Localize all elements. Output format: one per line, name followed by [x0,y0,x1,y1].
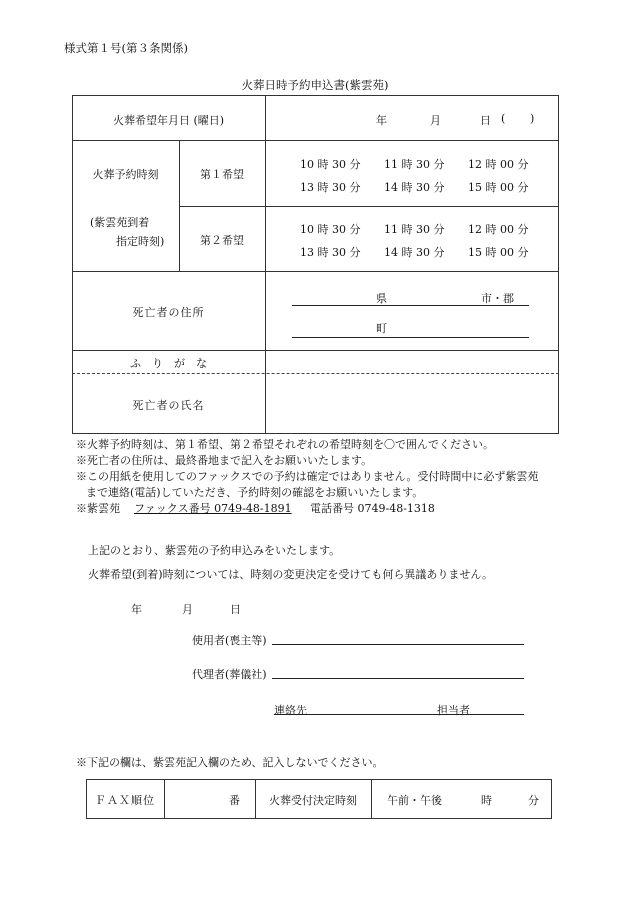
form-number: 様式第１号(第３条関係) [64,41,188,55]
contact-field[interactable] [274,714,524,715]
time-label: 火葬予約時刻 [92,168,159,181]
minute-label: 分 [528,794,539,807]
furigana-field[interactable] [266,351,558,372]
weekday-close-paren: ) [530,112,535,125]
agent-label: 代理者(葬儀社) [192,668,267,681]
month-unit: 月 [430,114,441,127]
contact-prefix: ※紫雲苑 [76,502,120,515]
note-3b: まで連絡(電話)していただき、予約時刻の確認をお願いいたします。 [86,486,424,499]
choice1-time-option[interactable]: 15 時 00 分 [468,181,529,194]
choice1-time-option[interactable]: 11 時 30 分 [384,158,445,171]
person-label: 担当者 [437,704,470,717]
user-field[interactable] [272,644,524,645]
furigana-label: ふ り が な [130,357,207,370]
choice2-time-option[interactable]: 12 時 00 分 [468,223,529,236]
office-use-note: ※下記の欄は、紫雲苑記入欄のため、記入しないでください。 [76,756,384,769]
choice1-time-option[interactable]: 10 時 30 分 [300,158,361,171]
sig-day-unit: 日 [230,603,241,616]
number-suffix: 番 [229,794,240,807]
arrival-label-2: 指定時刻) [116,235,165,248]
statement-line-2: 火葬希望(到着)時刻については、時刻の変更決定を受けても何ら異議ありません。 [88,568,494,581]
note-3a: ※この用紙を使用してのファックスでの予約は確定ではありません。受付時間中に必ず紫雲苑 [76,470,539,483]
address-line-1 [292,305,529,306]
choice2-time-option[interactable]: 14 時 30 分 [384,246,445,259]
choice1-time-option[interactable]: 14 時 30 分 [384,181,445,194]
sig-month-unit: 月 [182,603,193,616]
choice2-time-option[interactable]: 15 時 00 分 [468,246,529,259]
name-label: 死亡者の氏名 [132,399,205,412]
agent-field[interactable] [272,678,524,679]
address-line-2 [292,337,529,338]
name-field[interactable] [266,375,558,433]
address-label: 死亡者の住所 [132,306,205,319]
note-2: ※死亡者の住所は、最終番地まで記入をお願いいたします。 [76,454,373,467]
phone-number: 電話番号 0749-48-1318 [310,502,435,515]
choice1-label: 第１希望 [200,168,244,181]
choice1-time-option[interactable]: 12 時 00 分 [468,158,529,171]
form-title: 火葬日時予約申込書(紫雲苑) [241,78,389,92]
weekday-open-paren: ( [501,112,506,125]
hour-label: 時 [481,794,492,807]
choice2-time-option[interactable]: 10 時 30 分 [300,223,361,236]
choice2-label: 第２希望 [200,234,244,247]
statement-line-1: 上記のとおり、紫雲苑の予約申込みをいたします。 [88,544,341,557]
date-label: 火葬希望年月日 (曜日) [112,114,225,127]
user-label: 使用者(喪主等) [192,634,267,647]
choice1-time-option[interactable]: 13 時 30 分 [300,181,361,194]
contact-label: 連絡先 [274,704,307,717]
decision-time-label: 火葬受付決定時刻 [269,794,357,807]
choice2-time-option[interactable]: 13 時 30 分 [300,246,361,259]
arrival-label-1: (紫雲苑到着 [90,216,150,229]
year-unit: 年 [376,114,387,127]
town-unit: 町 [376,322,387,335]
sig-year-unit: 年 [131,603,142,616]
fax-number: ファックス番号 0749-48-1891 [134,502,292,515]
day-unit: 日 [480,114,491,127]
city-unit: 市・郡 [481,292,514,305]
choice2-time-option[interactable]: 11 時 30 分 [384,223,445,236]
prefecture-unit: 県 [376,292,387,305]
fax-order-label: ＦＡＸ順位 [95,794,155,807]
note-1: ※火葬予約時刻は、第１希望、第２希望それぞれの希望時刻を〇で囲んでください。 [76,438,494,451]
ampm-label: 午前・午後 [387,794,442,807]
